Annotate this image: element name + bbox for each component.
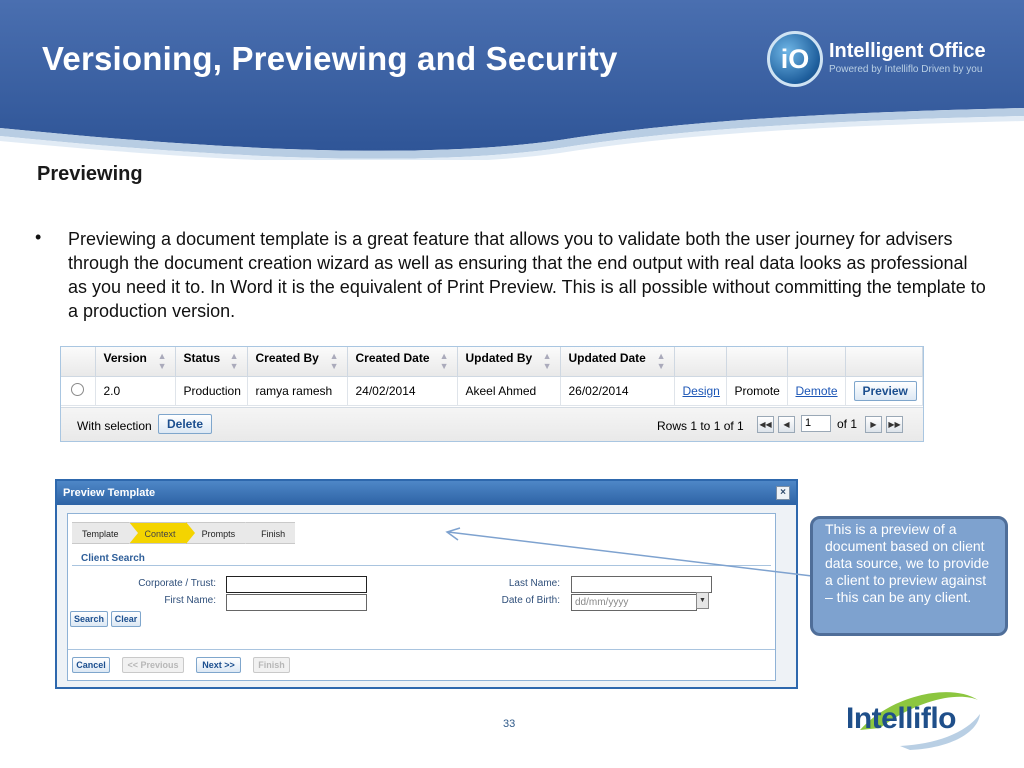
sort-icon[interactable]: ▲ ▼ [542,351,552,372]
demote-cell [787,376,845,405]
slide-header [0,0,1024,160]
section-divider [72,565,771,566]
preview-window-body [67,513,776,681]
updated-date-cell: 26/02/2014 [560,376,674,405]
sort-icon[interactable]: ▲ ▼ [656,351,666,372]
page-count-label: of 1 [837,417,858,431]
preview-button[interactable]: Preview [854,381,917,401]
date-of-birth-label: Date of Birth: [501,595,560,606]
client-search-heading: Client Search [81,553,145,564]
sort-icon[interactable]: ▲ ▼ [439,351,449,372]
bullet-paragraph: Previewing a document template is a great feature that allows you to validate both the user journey for advisers through the document creation wizard as well as ensuring that the end output with real data looks as professional as you need it to. In Word it is the equivalent of Print Preview. This is all possible without committing the template to a production version. [68,229,986,321]
demote-link[interactable]: Demote [795,383,838,398]
promote-link[interactable]: Promote [734,383,780,398]
updated-by-cell: Akeel Ahmed [457,376,560,405]
column-header-created-date[interactable]: Created Date ▲ ▼ [347,347,457,376]
column-header-updated-by[interactable]: Updated By ▲ ▼ [457,347,560,376]
sort-icon[interactable]: ▲ ▼ [229,351,239,372]
row-radio-button[interactable] [71,383,84,396]
first-page-icon[interactable]: ◀◀ [757,416,774,433]
step-finish[interactable]: Finish [245,522,295,544]
step-prompts[interactable]: Prompts [186,522,246,544]
brand-name: Intelligent Office [829,40,986,62]
next-page-icon[interactable]: ▶ [865,416,882,433]
template-grid [60,346,924,442]
table-row [61,376,923,405]
previous-button[interactable]: << Previous [122,657,184,673]
footer-divider [68,649,775,650]
page-number: 33 [503,718,516,730]
column-header-created-by[interactable]: Created By ▲ ▼ [247,347,347,376]
section-heading: Previewing [37,163,143,185]
last-name-input[interactable] [571,576,712,593]
created-date-cell: 24/02/2014 [347,376,457,405]
column-header-updated-date[interactable]: Updated Date ▲ ▼ [560,347,674,376]
first-name-label: First Name: [164,595,216,606]
step-template[interactable]: Template [72,522,129,544]
date-of-birth-input[interactable]: dd/mm/yyyy [571,594,697,611]
column-header-preview [845,347,923,376]
page-number-input[interactable]: 1 [801,415,831,432]
column-header-demote [787,347,845,376]
bullet-icon: • [35,227,42,247]
callout-note: This is a preview of a document based on client data source, we to provide a client to preview against – this can be any client. [810,516,1008,636]
preview-cell [845,376,923,405]
version-cell: 2.0 [95,376,175,405]
column-header-version[interactable]: Version ▲ ▼ [95,347,175,376]
previous-page-icon[interactable]: ◀ [778,416,795,433]
clear-button[interactable]: Clear [111,611,141,627]
sort-icon[interactable]: ▲ ▼ [329,351,339,372]
with-selection-label: With selection [77,419,152,433]
template-table [61,347,923,406]
design-link[interactable]: Design [682,383,720,398]
cancel-button[interactable]: Cancel [72,657,110,673]
corporate-trust-label: Corporate / Trust: [138,578,216,589]
row-select-cell [61,376,95,405]
header-wave-background [0,0,1024,160]
corporate-trust-input[interactable] [226,576,367,593]
rows-info: Rows 1 to 1 of 1 [657,419,744,433]
sort-icon[interactable]: ▲ ▼ [157,351,167,372]
last-name-label: Last Name: [508,578,560,589]
intelliflo-logo-text: Intelliflo [846,702,956,735]
io-logo-icon: iO [767,31,823,87]
last-page-icon[interactable]: ▶▶ [886,416,903,433]
column-header-promote [726,347,787,376]
brand-tagline: Powered by Intelliflo Driven by you [829,64,983,75]
wizard-steps [72,522,295,544]
slide-title: Versioning, Previewing and Security [42,40,618,77]
created-by-cell: ramya ramesh [247,376,347,405]
table-header-row [61,347,923,376]
step-context[interactable]: Context [129,522,186,544]
chevron-down-icon[interactable]: ▼ [696,592,709,609]
preview-template-window [55,479,798,689]
grid-footer [61,407,923,441]
delete-button[interactable]: Delete [158,414,212,434]
column-header-design [674,347,726,376]
column-header-select [61,347,95,376]
first-name-input[interactable] [226,594,367,611]
finish-button[interactable]: Finish [253,657,290,673]
close-icon[interactable]: × [776,486,790,500]
column-header-status[interactable]: Status ▲ ▼ [175,347,247,376]
preview-window-titlebar [57,481,796,505]
promote-cell [726,376,787,405]
preview-window-title: Preview Template [63,487,156,499]
next-button[interactable]: Next >> [196,657,241,673]
status-cell: Production [175,376,247,405]
design-cell [674,376,726,405]
search-button[interactable]: Search [70,611,108,627]
